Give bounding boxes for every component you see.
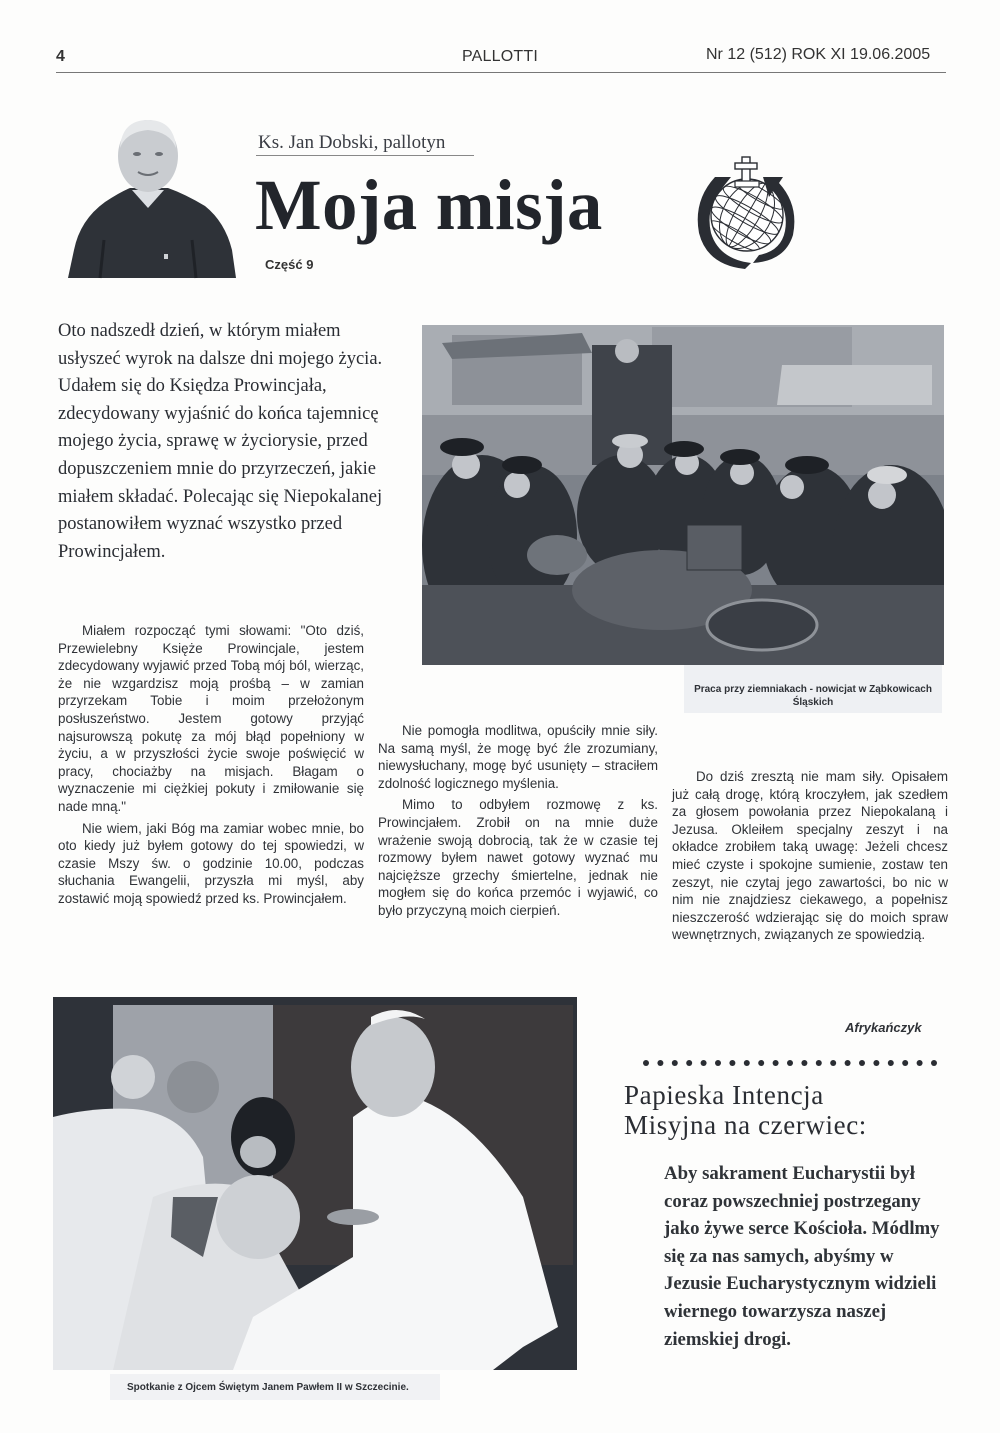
column-1-paragraph: Nie wiem, jaki Bóg ma zamiar wobec mnie, bo oto kiedy już byłem gotowy do tej spowiedzi, w czasie Mszy św. o godzinie 10.00, podczas słuchania Ewangelii, przyszła mi myśl, aby zostawić moją spowiedź przed ks. Prowincjałem. [58,820,364,906]
portrait-photo-icon [60,110,238,280]
divider-dot [931,1060,937,1066]
article-title: Moja misja [255,165,603,245]
divider-dot [701,1060,707,1066]
article-column-3 [672,768,948,948]
author-byline: Ks. Jan Dobski, pallotyn [258,132,446,153]
intention-title [624,1080,867,1140]
column-1-paragraph: Miałem rozpocząć tymi słowami: "Oto dziś, Przewielebny Księże Prowincjale, jestem zdecydowany wyjawić przed Tobą mój ból, wierząc, że nie wzgardzisz moją prośbą – w zamian przyrzekam Tobie i moim przełożonym posłuszeństwo. Jestem gotowy przyjąć najsurowszą pokutę za mój błąd popełniony w życiu, a w przyszłości życie swoje poświęcić w pracy, chociażby na misjach. Błagam o wyznaczenie mi ciężkiej pokuty i zmiłowanie się nade mną." [58,623,364,814]
column-3-paragraph: Do dziś zresztą nie mam siły. Opisałem już całą drogę, którą kroczyłem, jak szedłem za głosem powołania przez Niepokalaną i Jezusa. Okleiłem specjalny zeszyt i na okładce zrobiłem taką uwagę: Jeżeli chcesz mieć czyste i spokojne sumienie, zostaw ten zeszyt, nie czytaj jego zawartości, bo nic w nim nie znajdziesz ciekawego, a popełnisz nieszczerość wdzierając się do moich spraw wewnętrznych, związanych ze spowiedzią. [672,769,948,943]
intention-body: Aby sakrament Eucharystii był coraz powszechniej postrzegany jako żywe serce Kościoła. Módlmy się za nas samych, abyśmy w Jezusie Eucharystycznym widzieli wiernego towarzysza naszej ziemskiej drogi. [664,1163,940,1350]
divider-dot [729,1060,735,1066]
intention-title-line-1: Papieska Intencja [624,1080,824,1110]
publication-name: PALLOTTI [462,48,538,65]
column-2-paragraph: Mimo to odbyłem rozmowę z ks. Prowincjałem. Zrobił on na mnie duże wrażenie swoją dobrocią, tak że w czasie tej rozmowy byłem nawet gotowy wyznać mu najcięższe grzechy śmiertelne, jednak nie mogłem się do końca przemóc i wyjawić, co było przyczyną moich cierpień. [378,797,658,918]
divider-dot [873,1060,879,1066]
divider-dot [657,1060,663,1066]
divider-dot [744,1060,750,1066]
divider-dot [801,1060,807,1066]
article-part: Część 9 [265,257,314,272]
article-column-1 [58,622,364,912]
header-divider [56,72,946,73]
divider-dot [787,1060,793,1066]
photo-caption-top: Praca przy ziemniakach - nowicjat w Ząbkowicach Śląskich [694,684,932,708]
dotted-divider [642,1059,942,1067]
intention-title-line-2: Misyjna na czerwiec: [624,1110,867,1140]
divider-dot [816,1060,822,1066]
divider-dot [888,1060,894,1066]
photo-pope-meeting [53,997,577,1370]
dotted-line-icon [642,1059,942,1067]
divider-dot [715,1060,721,1066]
pope-meeting-photo-icon [53,997,577,1370]
divider-dot [773,1060,779,1066]
divider-dot [902,1060,908,1066]
lead-paragraph: Oto nadszedł dzień, w którym miałem usłyszeć wyrok na dalsze dni mojego życia. Udałem się do Księdza Prowincjała, zdecydowany wyjaśnić do końca tajemnicę mojego życia, sprawę w życiorysie, przed dopuszczeniem mnie do przyrzeczeń, jakie miałem składać. Polecając się Niepokalanej postanowiłem wyznać wszystko przed Prowincjałem. [58,321,383,562]
divider-dot [672,1060,678,1066]
divider-dot [830,1060,836,1066]
divider-dot [917,1060,923,1066]
photo-caption-bottom: Spotkanie z Ojcem Świętym Janem Pawłem II w Szczecinie. [127,1382,409,1393]
potato-harvest-photo-icon [422,325,944,665]
author-portrait [60,110,238,280]
divider-dot [643,1060,649,1066]
article-signature: Afrykańczyk [845,1020,922,1035]
pallottine-logo [693,155,801,270]
divider-dot [686,1060,692,1066]
page-number: 4 [56,48,65,65]
divider-dot [758,1060,764,1066]
pallottine-globe-cross-logo-icon [693,155,801,270]
column-2-paragraph: Nie pomogła modlitwa, opuściły mnie siły. Na samą myśl, że mogę być źle zrozumiany, niewysłuchany, mogę być usunięty – straciłem zdolność logicznego myślenia. [378,723,658,791]
byline-underline [256,155,474,156]
article-column-2 [378,722,658,924]
issue-info: Nr 12 (512) ROK XI 19.06.2005 [706,46,931,63]
photo-potato-harvest [422,325,944,665]
divider-dot [845,1060,851,1066]
divider-dot [859,1060,865,1066]
